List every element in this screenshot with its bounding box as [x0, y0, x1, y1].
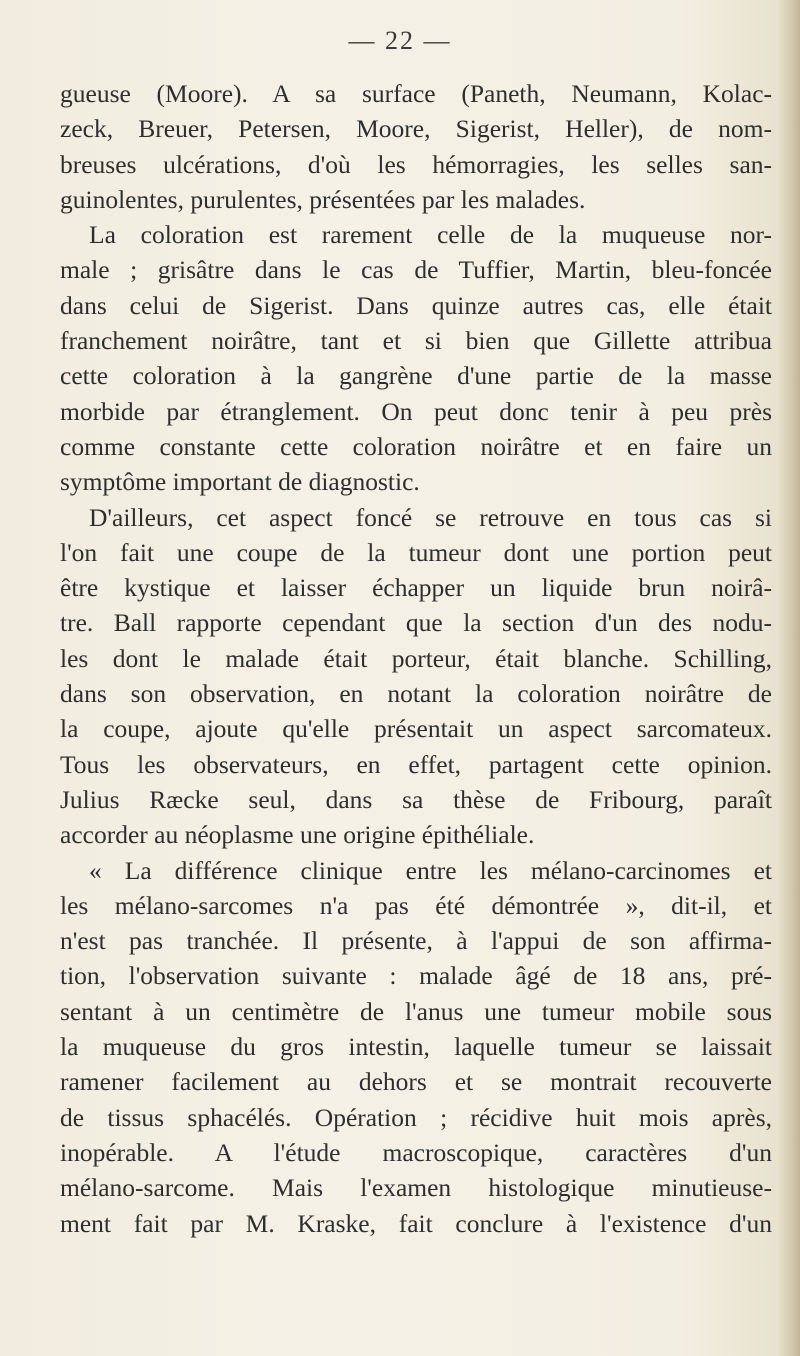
text-line: comme constante cette coloration noirâtre et en faire un [60, 431, 772, 461]
text-line: franchement noirâtre, tant et si bien que Gillette attribua [60, 326, 772, 356]
text-line: morbide par étranglement. On peut donc tenir à peu près [60, 396, 772, 426]
text-line: sentant à un centimètre de l'anus une tumeur mobile sous [60, 996, 772, 1026]
text-line: gueuse (Moore). A sa surface (Paneth, Neumann, Kolac- [60, 79, 772, 108]
text-line: male ; grisâtre dans le cas de Tuffier, Martin, bleu-foncée [60, 255, 772, 285]
text-line: guinolentes, purulentes, présentées par les malades. [60, 184, 586, 214]
text-line: « La différence clinique entre les mélano-carcinomes et [89, 855, 772, 885]
text-line: dans son observation, en notant la coloration noirâtre de [60, 679, 772, 709]
text-line: accorder au néoplasme une origine épithéliale. [60, 820, 535, 850]
text-line: tion, l'observation suivante : malade âgé de 18 ans, pré- [60, 961, 772, 991]
text-line: dans celui de Sigerist. Dans quinze autres cas, elle était [60, 290, 772, 320]
text-line: ramener facilement au dehors et se montrait recouverte [60, 1067, 772, 1097]
text-line: les mélano-sarcomes n'a pas été démontrée », dit-il, et [60, 890, 772, 920]
page-edge-shadow [778, 0, 800, 1356]
text-line: les dont le malade était porteur, était blanche. Schilling, [60, 643, 772, 673]
text-line: Julius Ræcke seul, dans sa thèse de Fribourg, paraît [60, 784, 772, 814]
text-line: breuses ulcérations, d'où les hémorragies, les selles san- [60, 149, 772, 179]
text-line: cette coloration à la gangrène d'une partie de la masse [60, 361, 772, 391]
text-line: symptôme important de diagnostic. [60, 467, 420, 497]
text-line: être kystique et laisser échapper un liquide brun noirâ- [60, 573, 772, 603]
text-line: La coloration est rarement celle de la muqueuse nor- [89, 220, 772, 250]
text-line: n'est pas tranchée. Il présente, à l'appui de son affirma- [60, 926, 772, 956]
text-line: l'on fait une coupe de la tumeur dont une portion peut [60, 537, 772, 567]
text-line: D'ailleurs, cet aspect foncé se retrouve en tous cas si [89, 502, 772, 532]
body-text [60, 76, 772, 1241]
text-line: inopérable. A l'étude macroscopique, caractères d'un [60, 1137, 772, 1167]
text-line: la coupe, ajoute qu'elle présentait un aspect sarcomateux. [60, 714, 772, 744]
text-line: Tous les observateurs, en effet, partagent cette opinion. [60, 749, 772, 779]
text-line: zeck, Breuer, Petersen, Moore, Sigerist, Heller), de nom- [60, 114, 772, 144]
text-line: de tissus sphacélés. Opération ; récidive huit mois après, [60, 1102, 772, 1132]
page-number: — 22 — [348, 26, 452, 55]
text-line: ment fait par M. Kraske, fait conclure à l'existence d'un [60, 1208, 772, 1238]
text-line: mélano-sarcome. Mais l'examen histologique minutieuse- [60, 1173, 772, 1203]
text-line: la muqueuse du gros intestin, laquelle tumeur se laissait [60, 1032, 772, 1062]
text-line: tre. Ball rapporte cependant que la section d'un des nodu- [60, 608, 772, 638]
